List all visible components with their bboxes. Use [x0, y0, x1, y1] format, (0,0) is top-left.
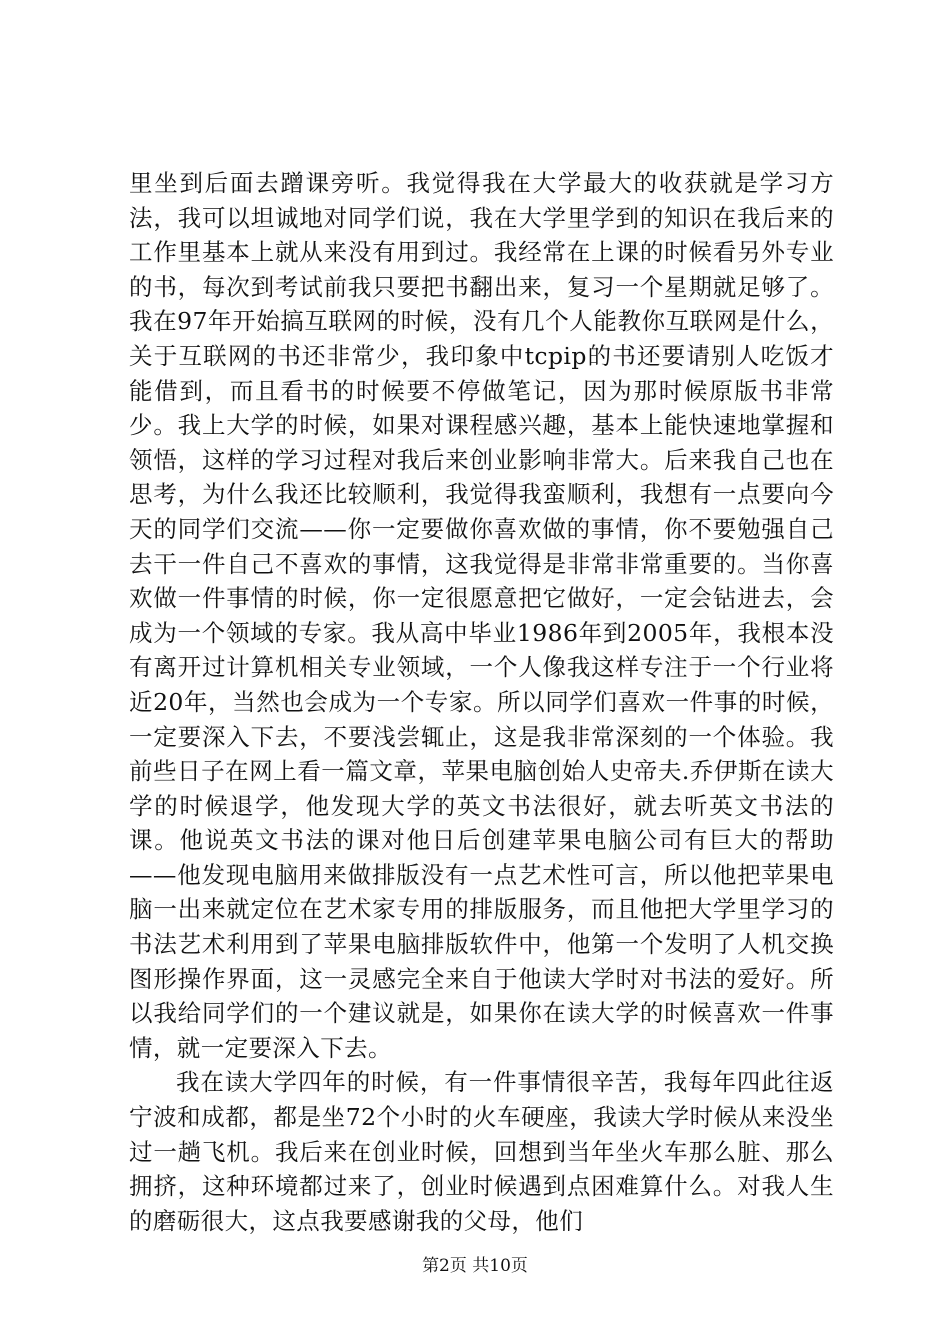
- page-footer: [0, 1255, 950, 1277]
- page-number-label: 第2页 共10页: [422, 1256, 528, 1276]
- paragraph: 里坐到后面去蹭课旁听。我觉得我在大学最大的收获就是学习方法，我可以坦诚地对同学们说，我在大学里学到的知识在我后来的工作里基本上就从来没有用到过。我经常在上课的时候看另外专业的书，每次到考试前我只要把书翻出来，复习一个星期就足够了。我在97年开始搞互联网的时候，没有几个人能教你互联网是什么，关于互联网的书还非常少，我印象中tcpip的书还要请别人吃饭才能借到，而且看书的时候要不停做笔记，因为那时候原版书非常少。我上大学的时候，如果对课程感兴趣，基本上能快速地掌握和领悟，这样的学习过程对我后来创业影响非常大。后来我自己也在思考，为什么我还比较顺利，我觉得我蛮顺利，我想有一点要向今天的同学们交流——你一定要做你喜欢做的事情，你不要勉强自己去干一件自己不喜欢的事情，这我觉得是非常非常重要的。当你喜欢做一件事情的时候，你一定很愿意把它做好，一定会钻进去，会成为一个领域的专家。我从高中毕业1986年到2005年，我根本没有离开过计算机相关专业领域，一个人像我这样专注于一个行业将近20年，当然也会成为一个专家。所以同学们喜欢一件事的时候，一定要深入下去，不要浅尝辄止，这是我非常深刻的一个体验。我前些日子在网上看一篇文章，苹果电脑创始人史帝夫.乔伊斯在读大学的时候退学，他发现大学的英文书法很好，就去听英文书法的课。他说英文书法的课对他日后创建苹果电脑公司有巨大的帮助——他发现电脑用来做排版没有一点艺术性可言，所以他把苹果电脑一出来就定位在艺术家专用的排版服务，而且他把大学里学习的书法艺术利用到了苹果电脑排版软件中，他第一个发明了人机交换图形操作界面，这一灵感完全来自于他读大学时对书法的爱好。所以我给同学们的一个建议就是，如果你在读大学的时候喜欢一件事情，就一定要深入下去。: [129, 169, 834, 1062]
- body-text: [129, 166, 834, 1238]
- paragraph: 我在读大学四年的时候，有一件事情很辛苦，我每年四此往返宁波和成都，都是坐72个小时的火车硬座，我读大学时候从来没坐过一趟飞机。我后来在创业时候，回想到当年坐火车那么脏、那么拥挤，这种环境都过来了，创业时候遇到点困难算什么。对我人生的磨砺很大，这点我要感谢我的父母，他们: [129, 1068, 834, 1235]
